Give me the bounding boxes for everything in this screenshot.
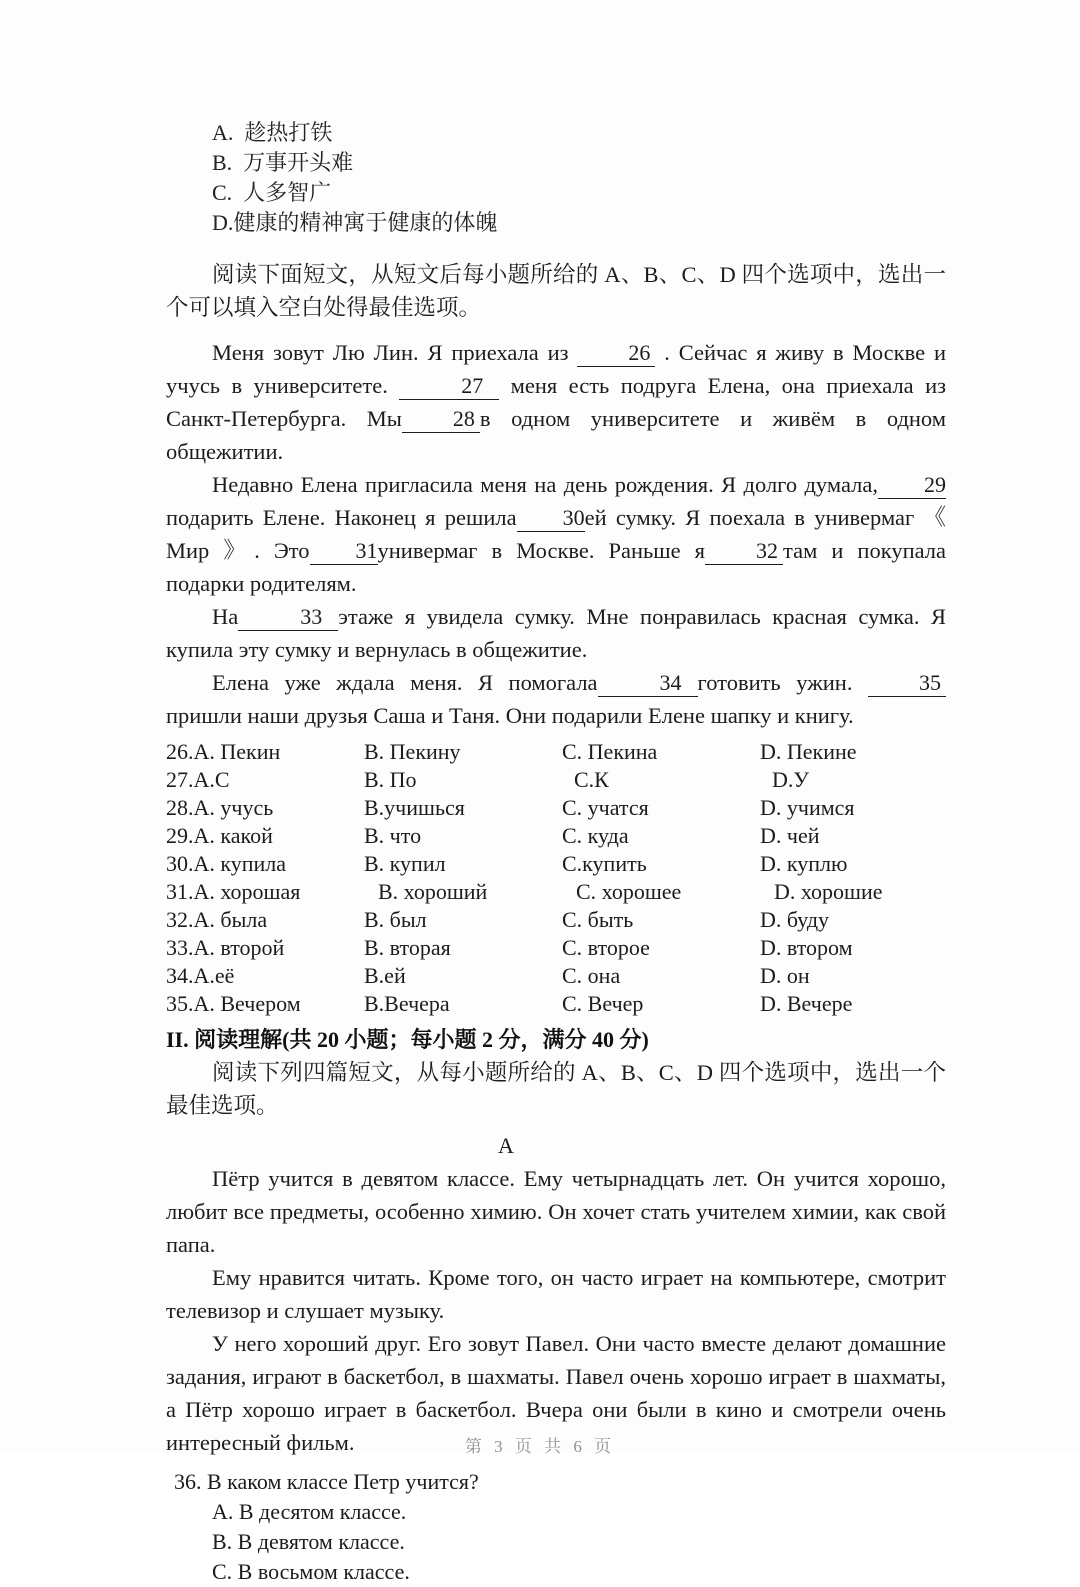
- cloze-blank-34: 34: [598, 670, 698, 697]
- cloze-p1-text-b: . Сейчас я живу в Москве и учусь в университете.: [166, 340, 946, 398]
- section-two-instruction: 阅读下列四篇短文，从每小题所给的 A、B、C、D 四个选项中，选出一个最佳选项。: [166, 1060, 946, 1118]
- option-34-b[interactable]: B.ей: [364, 963, 406, 988]
- option-29-a[interactable]: 29.A. какой: [166, 823, 273, 848]
- cloze-p4-text-b: готовить ужин.: [697, 670, 853, 695]
- cloze-blank-31: 31: [310, 538, 378, 565]
- option-30-b[interactable]: B. купил: [364, 851, 446, 876]
- passage-a-paragraph-2: Ему нравится читать. Кроме того, он часто играет на компьютере, смотрит телевизор и слушает музыку.: [166, 1265, 946, 1323]
- cloze-passage: [166, 336, 946, 732]
- option-32-a[interactable]: 32.A. была: [166, 907, 268, 932]
- option-35-number: 35.: [166, 991, 194, 1016]
- option-30-a[interactable]: 30.A. купила: [166, 851, 287, 876]
- option-28-c[interactable]: C. учатся: [562, 795, 649, 820]
- carryover-options-list: [166, 118, 946, 238]
- option-30-number: 30.: [166, 851, 194, 876]
- option-35-b[interactable]: B.Вечера: [364, 991, 450, 1016]
- option-27-d[interactable]: D.У: [772, 767, 809, 792]
- option-31-a[interactable]: 31.A. хорошая: [166, 879, 301, 904]
- table-row: [166, 962, 946, 990]
- option-29-c[interactable]: C. куда: [562, 823, 629, 848]
- option-32-d[interactable]: D. буду: [760, 907, 830, 932]
- cloze-blank-29: 29: [878, 472, 946, 499]
- option-29-b[interactable]: B. что: [364, 823, 422, 848]
- question-36-block: [166, 1467, 946, 1587]
- option-31-c[interactable]: C. хорошее: [576, 879, 682, 904]
- table-row: [166, 878, 946, 906]
- page-content: [166, 0, 946, 1587]
- cloze-blank-28: 28: [402, 406, 480, 433]
- table-row: [166, 850, 946, 878]
- table-row: [166, 934, 946, 962]
- option-33-a[interactable]: 33.A. второй: [166, 935, 285, 960]
- cloze-p1-text-c: меня есть подруга Елена, она приехала из Санкт-Петербурга. Мы: [166, 373, 946, 431]
- option-26-number: 26.: [166, 739, 194, 764]
- cloze-blank-30: 30: [517, 505, 585, 532]
- cloze-blank-26: 26: [577, 340, 655, 367]
- section-two-heading: II. 阅读理解(共 20 小题；每小题 2 分，满分 40 分): [166, 1027, 649, 1052]
- option-28-number: 28.: [166, 795, 194, 820]
- cloze-paragraph-1: [166, 336, 946, 468]
- option-32-number: 32.: [166, 907, 194, 932]
- page-footer: 第 3 页 共 6 页: [464, 1437, 616, 1456]
- option-33-number: 33.: [166, 935, 194, 960]
- cloze-p2-text-c: ей сумку. Я поехала в универмаг 《 Мир 》. Это: [166, 505, 946, 563]
- option-29-number: 29.: [166, 823, 194, 848]
- cloze-p1-text-a: Меня зовут Лю Лин. Я приехала из: [212, 340, 569, 365]
- carryover-option-d: D.健康的精神寓于健康的体魄: [212, 210, 498, 235]
- option-28-a[interactable]: 28.A. учусь: [166, 795, 274, 820]
- option-32-c[interactable]: C. быть: [562, 907, 634, 932]
- option-34-d[interactable]: D. он: [760, 963, 810, 988]
- question-36-option-b[interactable]: B. В девятом классе.: [212, 1529, 405, 1554]
- option-30-d[interactable]: D. куплю: [760, 851, 848, 876]
- cloze-p2-text-e: там и покупала подарки родителям.: [166, 538, 947, 596]
- passage-label-a: A: [498, 1133, 514, 1158]
- table-row: [166, 766, 946, 794]
- option-33-b[interactable]: B. вторая: [364, 935, 451, 960]
- option-34-c[interactable]: C. она: [562, 963, 621, 988]
- cloze-blank-27: 27: [399, 373, 499, 400]
- option-27-number: 27.: [166, 767, 194, 792]
- option-28-d[interactable]: D. учимся: [760, 795, 855, 820]
- table-row: [166, 822, 946, 850]
- option-26-a[interactable]: 26.A. Пекин: [166, 739, 281, 764]
- cloze-p2-text-a: Недавно Елена пригласила меня на день рождения. Я долго думала,: [212, 472, 878, 497]
- table-row: [166, 738, 946, 766]
- option-33-c[interactable]: C. второе: [562, 935, 650, 960]
- passage-a-paragraph-3: У него хороший друг. Его зовут Павел. Они часто вместе делают домашние задания, играют в баскетбол, в шахматы. Павел очень хорошо играет в шахматы, а Пётр хорошо играет в баскетбол. Вчера они были в кино и смотрели очень интересный фильм.: [166, 1331, 946, 1455]
- option-34-a[interactable]: 34.A.её: [166, 963, 235, 988]
- option-31-b[interactable]: B. хороший: [378, 879, 488, 904]
- option-33-d[interactable]: D. втором: [760, 935, 853, 960]
- cloze-paragraph-4: [166, 666, 946, 732]
- cloze-blank-35: 35: [868, 670, 946, 697]
- cloze-p2-text-b: подарить Елене. Наконец я решила: [166, 505, 517, 530]
- table-row: [166, 794, 946, 822]
- cloze-p2-text-d: универмаг в Москве. Раньше я: [377, 538, 705, 563]
- cloze-paragraph-2: [166, 468, 946, 600]
- cloze-options-grid: [166, 738, 946, 1018]
- passage-a-body: [166, 1162, 946, 1459]
- option-31-d[interactable]: D. хорошие: [774, 879, 883, 904]
- option-27-a[interactable]: 27.A.C: [166, 767, 230, 792]
- option-29-d[interactable]: D. чей: [760, 823, 820, 848]
- question-36-option-c[interactable]: C. В восьмом классе.: [212, 1559, 410, 1584]
- option-26-b[interactable]: B. Пекину: [364, 739, 461, 764]
- question-36-stem: 36. В каком классе Петр учится?: [174, 1469, 479, 1494]
- option-28-b[interactable]: B.учишься: [364, 795, 465, 820]
- cloze-p1-text-d: в одном университете и живём в одном общежитии.: [166, 406, 946, 464]
- question-36-option-a[interactable]: A. В десятом классе.: [212, 1499, 407, 1524]
- option-27-b[interactable]: B. По: [364, 767, 417, 792]
- option-31-number: 31.: [166, 879, 194, 904]
- cloze-blank-33: 33: [238, 604, 338, 631]
- cloze-p3-text-a: На: [212, 604, 239, 629]
- table-row: [166, 990, 946, 1018]
- option-26-d[interactable]: D. Пекине: [760, 739, 857, 764]
- option-34-number: 34.: [166, 963, 194, 988]
- option-26-c[interactable]: C. Пекина: [562, 739, 658, 764]
- cloze-p4-text-a: Елена уже ждала меня. Я помогала: [212, 670, 598, 695]
- passage-a-paragraph-1: Пётр учится в девятом классе. Ему четырнадцать лет. Он учится хорошо, любит все предметы, особенно химию. Он хочет стать учителем химии, как свой папа.: [166, 1166, 946, 1257]
- option-27-c[interactable]: C.К: [574, 767, 609, 792]
- cloze-p3-text-b: этаже я увидела сумку. Мне понравилась красная сумка. Я купила эту сумку и вернулась в общежитие.: [166, 604, 946, 662]
- carryover-option-c: C. 人多智广: [212, 180, 332, 205]
- option-35-d[interactable]: D. Вечере: [760, 991, 853, 1016]
- option-30-c[interactable]: C.купить: [562, 851, 647, 876]
- cloze-paragraph-3: [166, 600, 946, 666]
- table-row: [166, 906, 946, 934]
- cloze-instruction: 阅读下面短文，从短文后每小题所给的 A、B、C、D 四个选项中，选出一个可以填入空白处得最佳选项。: [166, 262, 946, 320]
- option-35-c[interactable]: C. Вечер: [562, 991, 644, 1016]
- cloze-blank-32: 32: [705, 538, 783, 565]
- cloze-p4-text-c: пришли наши друзья Саша и Таня. Они подарили Елене шапку и книгу.: [166, 703, 854, 728]
- carryover-option-a: A. 趁热打铁: [212, 120, 333, 145]
- option-32-b[interactable]: B. был: [364, 907, 427, 932]
- option-35-a[interactable]: 35.A. Вечером: [166, 991, 301, 1016]
- carryover-option-b: B. 万事开头难: [212, 150, 354, 175]
